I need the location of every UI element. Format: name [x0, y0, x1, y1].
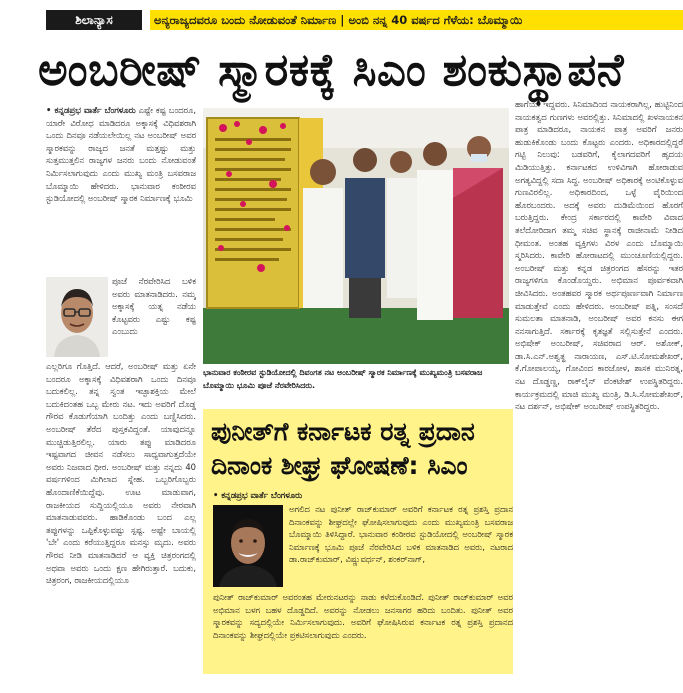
sidebar-story-box: [203, 409, 513, 674]
ambareesh-portrait: [46, 277, 108, 357]
sidebar-text-1: ಅಗಲಿದ ನಟ ಪುನೀತ್ ರಾಜ್‌ಕುಮಾರ್ ಅವರಿಗೆ ಕರ್ನಾಟಕ ರತ್ನ ಪ್ರಶಸ್ತಿ ಪ್ರದಾನ ದಿನಾಂಕವನ್ನು ಶೀಘ್ರದಲ್ಲೇ ಘೋಷಿಸಲಾಗುವುದು ಎಂದು ಮುಖ್ಯಮಂತ್ರಿ ಬಸವರಾಜ ಬೊಮ್ಮಾಯಿ ತಿಳಿಸಿದ್ದಾರೆ. ಭಾನುವಾರ ಕಂಠೀರವ ಸ್ಟುಡಿಯೋದಲ್ಲಿ ಅಂಬರೀಷ್ ಸ್ಮಾರಕ ನಿರ್ಮಾಣಕ್ಕೆ ಭೂಮಿ ಪೂಜೆ ನೆರವೇರಿಸಿದ ಬಳಿಕ ಮಾತನಾಡಿದ ಅವರು, ನಟರಾದ ಡಾ.ರಾಜ್‌ಕುಮಾರ್, ವಿಷ್ಣುವರ್ಧನ್, ಶಂಕರ್‌ನಾಗ್,: [289, 504, 513, 565]
byline: • ಕನ್ನಡಪ್ರಭ ವಾರ್ತೆ ಬೆಂಗಳೂರು: [46, 105, 136, 115]
portrait-image: [46, 277, 108, 357]
main-headline: ಅಂಬರೀಷ್ ಸ್ಮಾರಕಕ್ಕೆ ಸಿಎಂ ಶಂಕುಸ್ಥಾಪನೆ: [38, 43, 625, 96]
sidebar-text-2: ಪುನೀತ್ ರಾಜ್‌ಕುಮಾರ್ ಅವರಂತಹ ಮೇರುನಟರನ್ನು ನಾಡು ಕಳೆದುಕೊಂಡಿದೆ. ಪುನೀತ್ ರಾಜ್‌ಕುಮಾರ್ ಅವರ ಅಭಿಮಾನ ಬಳಗ ಬಹಳ ದೊಡ್ಡದಿದೆ. ಅವರನ್ನು ನೋಡಲು ಜನಸಾಗರ ಹರಿದು ಬಂದಿತು. ಪುನೀತ್ ಅವರ ಸ್ಮಾರಕವನ್ನು ಸದ್ಯದಲ್ಲಿಯೇ ನಿರ್ಮಿಸಲಾಗುವುದು. ಅವರಿಗೆ ಘೋಷಿಸಿರುವ ಕರ್ನಾಟಕ ರತ್ನ ಪ್ರಶಸ್ತಿ ಪ್ರದಾನದ ದಿನಾಂಕವನ್ನು ಶೀಘ್ರದಲ್ಲಿಯೇ ಪ್ರಕಟಿಸಲಾಗುವುದು ಎಂದರು.: [213, 592, 513, 640]
subheadline: ಅನ್ಯರಾಜ್ಯದವರೂ ಬಂದು ನೋಡುವಂತೆ ನಿರ್ಮಾಣ | ಅಂಬಿ ನನ್ನ 40 ವರ್ಷದ ಗೆಳೆಯ: ಬೊಮ್ಮಾಯಿ: [150, 10, 683, 30]
event-photo-image: [203, 108, 509, 364]
section-kicker: ಶಿಲಾನ್ಯಾಸ: [46, 10, 142, 30]
sidebar-byline: [213, 489, 509, 501]
puneeth-portrait: [213, 505, 283, 587]
article-column-3: ಹಾಗೆಯೇ ಇದ್ದವರು. ಸಿನಿಮಾದಿಂದ ನಾಯಕರಾಗಿಲ್ಲ, ಹುಟ್ಟಿನಿಂದ ನಾಯಕತ್ವದ ಗುಣಗಳು ಅವರಲ್ಲಿತ್ತು. ಸಿನಿಮಾದಲ್ಲಿ ಖಳನಾಯಕನ ಪಾತ್ರ ಮಾಡಿದರೂ, ನಾಯಕನ ಪಾತ್ರ ಅವರಿಗೆ ಜನರು ಹುಡುಕಿಕೊಂಡು ಬಂದು ಕೊಟ್ಟರು ಎಂದರು. ಅಧಿಕಾರದಲ್ಲಿದ್ದರೆ ಗಟ್ಟಿ ನಿಲುವು: ಬಡವರಿಗೆ, ಕೈಲಾಗದವರಿಗೆ ಹೃದಯ ಮಿಡಿಯುತ್ತಿತ್ತು. ಕರ್ನಾಟಕದ ಉಳಿವಿಗಾಗಿ ಹೋರಾಡುವ ಅಗತ್ಯವಿದ್ದಲ್ಲಿ ಸದಾ ಸಿದ್ಧ. ಅಂಬರೀಷ್ ಅಧಿಕಾರಕ್ಕೆ ಅಂಟಿಕೊಳ್ಳುವ ಗುಣವಿರಲಿಲ್ಲ. ಅಧಿಕಾರದಿಂದ, ಒಳ್ಳೆ ವೈರಿಯಿಂದ ಹೊರಬಂದರು. ಅದಕ್ಕೆ ಅವರು ದುಡಿಮೆಯಿಂದ ಹೊರಗೆ ಬರುತ್ತಿದ್ದರು. ಕೇಂದ್ರ ಸರ್ಕಾರದಲ್ಲಿ ಕಾವೇರಿ ವಿವಾದ ತಲೆದೋರಿದಾಗ ತಮ್ಮ ಸಚಿವ ಸ್ಥಾನಕ್ಕೆ ರಾಜೀನಾಮೆ ನೀಡಿದ ಧೀಮಂತ. ಅಂತಹ ವ್ಯಕ್ತಿಗಳು ವಿರಳ ಎಂದು ಬೊಮ್ಮಾಯಿ ಸ್ಮರಿಸಿದರು. ಕಾವೇರಿ ಹೋರಾಟದಲ್ಲಿ ಮುಂಚೂಣಿಯಲ್ಲಿದ್ದರು. ಅಂಬರೀಷ್ ಮತ್ತು ಕನ್ನಡ ಚಿತ್ರರಂಗದ ಹೆಸರನ್ನು ಇತರ ರಾಜ್ಯಗಳಿಗೂ ಕೊಂಡೊಯ್ದರು. ಅಭಿಮಾನ ಪೂರ್ವಕವಾಗಿ ಜೀವಿಸಿದರು. ಅಂತಹವರ ಸ್ಮಾರಕ ಅರ್ಥಪೂರ್ಣವಾಗಿ ನಿರ್ಮಾಣ ಮಾಡುತ್ತೇವೆ ಎಂದು ಹೇಳಿದರು. ಅಂಬರೀಷ್ ಪತ್ನಿ, ಸಂಸದೆ ಸುಮಲತಾ ಮಾತನಾಡಿ, ಅಂಬರೀಷ್ ಅವರ ಕನಸು ಈಗ ನನಸಾಗುತ್ತಿದೆ. ಸರ್ಕಾರಕ್ಕೆ ಕೃತಜ್ಞತೆ ಸಲ್ಲಿಸುತ್ತೇನೆ ಎಂದರು. ಅಭಿಷೇಕ್ ಅಂಬರೀಷ್, ಸಚಿವರಾದ ಆರ್. ಅಶೋಕ್, ಡಾ.ಸಿ.ಎನ್.ಅಶ್ವತ್ಥ ನಾರಾಯಣ, ಎಸ್.ಟಿ.ಸೋಮಶೇಖರ್, ಕೆ.ಗೋಪಾಲಯ್ಯ, ಗೋವಿಂದ ಕಾರಜೋಳ, ಶಾಸಕ ಮುನಿರತ್ನ, ನಟ ದೊಡ್ಡಣ್ಣ, ರಾಕ್‌ಲೈನ್ ವೆಂಕಟೇಶ್ ಉಪಸ್ಥಿತರಿದ್ದರು. ಕಾರ್ಯಕ್ರಮದಲ್ಲಿ ಮಾಜಿ ಮುಖ್ಯ ಮಂತ್ರಿ, ಡಿ.ಸಿ.ಸೋಮಶೇಖರ್, ನಟ ದರ್ಶನ್, ಅಭಿಷೇಕ್ ಅಂಬರೀಷ್ ಉಪಸ್ಥಿತರಿದ್ದರು.: [515, 99, 683, 412]
top-bar: [0, 0, 683, 30]
article-column-1: [46, 104, 196, 274]
article-column-1-continued: ಎಲ್ಲರಿಗೂ ಗೊತ್ತಿದೆ. ಆದರೆ, ಅಂಬರೀಷ್ ಮತ್ತು ಏನೇ ಬಂದರೂ ಅಕ್ಕಾಸಕ್ಕೆ ವಿಧಿವಶರಾಗಿ ಒಂದು ದಿನವೂ ಬದುಕಲಿಲ್ಲ. ತನ್ನ ಸ್ವಂತ ಇಚ್ಛಾಶಕ್ತಿಯ ಮೇಲೆ ಬದುಕಿದಂತಹ ಒಬ್ಬ ಮೇರು ನಟ. ಇದು ಅವರಿಗೆ ದೊಡ್ಡ ಗೌರವ ಕೊಡುಗೆಯಾಗಿ ಬಂದಿತ್ತು ಎಂದು ಬಣ್ಣಿಸಿದರು. ಅಂಬರೀಷ್ ತೆರೆದ ಪುಸ್ತಕವಿದ್ದಂತೆ. ಯಾವುದನ್ನೂ ಮುಚ್ಚಿಡುತ್ತಿರಲಿಲ್ಲ. ಯಾರು ತಪ್ಪು ಮಾಡಿದರೂ ಇಷ್ಟವಾಗದ ಜೀವನ ನಡೆಸಲು ಸಾಧ್ಯವಾಗುತ್ತದೆಯೇ ಅವರು ನಿಜವಾದ ಧೀರ. ಅಂಬರೀಷ್ ಮತ್ತು ನನ್ನದು 40 ವರ್ಷಗಳಿಂದ ಮಿಗಿಲಾದ ಸ್ನೇಹ. ಒಬ್ಬರಿಗೊಬ್ಬರು ಹೊಂದಾಣಿಕೆಯಿದ್ದೆವು. ಊಟ ಮಾಡುವಾಗ, ರಾಜಕೀಯದ ಸುದ್ದಿಯಲ್ಲಿಯೂ ಅವರು ನೇರವಾಗಿ ಮಾತನಾಡುವವರು. ಹಾಡಿಕೊಂಡು ಬಂದ ಎಲ್ಲ ತಪ್ಪುಗಳನ್ನು ಒಪ್ಪಿಕೊಳ್ಳುವಷ್ಟು ಸ್ಪಷ್ಟ. ಅಷ್ಟೇ ಬಾಯಲ್ಲಿ 'ಬೇ' ಎಂದು ಕರೆಯುತ್ತಿದ್ದರೂ ಮನಸ್ಸು ಮೃದು. ಅವರು ಗೌರವ ನೀಡಿ ಮಾತನಾಡಿದರೆ ಆ ವ್ಯಕ್ತಿ ಚಿತ್ರರಂಗದಲ್ಲಿ ಅಥವಾ ಅವರು ಒಂದು ಕ್ಷಣ ಹೇಗಿರುತ್ತಾರೆ. ಬದುಕು, ಚಿತ್ರರಂಗ, ರಾಜಕೀಯದಲ್ಲಿಯೂ: [46, 361, 196, 586]
puneeth-image: [213, 505, 283, 587]
sidebar-headline-line-1: ಪುನೀತ್‌ಗೆ ಕರ್ನಾಟಕ ರತ್ನ ಪ್ರದಾನ: [211, 417, 475, 446]
sidebar-byline-text: • ಕನ್ನಡಪ್ರಭ ವಾರ್ತೆ ಬೆಂಗಳೂರು: [213, 490, 303, 500]
photo-caption: ಭಾನುವಾರ ಕಂಠೀರವ ಸ್ಟುಡಿಯೋದಲ್ಲಿ ದಿವಂಗತ ನಟ ಅಂಬರೀಷ್ ಸ್ಮಾರಕ ನಿರ್ಮಾಣಕ್ಕೆ ಮುಖ್ಯಮಂತ್ರಿ ಬಸವರಾಜ ಬೊಮ್ಮಾಯಿ ಭೂಮಿ ಪೂಜೆ ನೆರವೇರಿಸಿದರು.: [203, 368, 483, 390]
article-column-1-wrap: ಪೂಜೆ ನೆರವೇರಿಸಿದ ಬಳಿಕ ಅವರು ಮಾತನಾಡಿದರು. ನಮ್ಮ ಅಕ್ಕಾಸಕ್ಕೆ ಯತ್ನ ನಡೆಯ ಕೊಟ್ಟವರು ಎಷ್ಟು ಕಷ್ಟ ಎಂಬುದು: [112, 276, 196, 337]
event-photo: [203, 108, 509, 364]
sidebar-headline-line-2: ದಿನಾಂಕ ಶೀಘ್ರ ಘೋಷಣೆ: ಸಿಎಂ: [211, 451, 468, 480]
article-text-1: ಎಷ್ಟೇ ಕಷ್ಟ ಬಂದರೂ, ಯಾರೇ ವಿರೋಧ ಮಾಡಿದರೂ ಅಕ್ಕಾಸಕ್ಕೆ ವಿಧಿವಶರಾಗಿ ಒಂದು ದಿನವೂ ನಡೆಯಲೇಯಿಲ್ಲ ನಟ ಅಂಬರೀಷ್ ಅವರ ಸ್ಮಾರಕವನ್ನು ರಾಜ್ಯದ ಜನತೆ ಮತ್ತಷ್ಟು ಮತ್ತು ಸುತ್ತಮುತ್ತಲಿನ ರಾಜ್ಯಗಳ ಜನರು ಬಂದು ನೋಡುವಂತೆ ನಿರ್ಮಿಸಲಾಗುವುದು ಎಂದು ಮುಖ್ಯ ಮಂತ್ರಿ ಬಸವರಾಜ ಬೊಮ್ಮಾಯಿ ಹೇಳಿದರು. ಭಾನುವಾರ ಕಂಠೀರವ ಸ್ಟುಡಿಯೋದಲ್ಲಿ ಅಂಬರೀಷ್ ಸ್ಮಾರಕ ನಿರ್ಮಾಣಕ್ಕೆ ಭೂಮಿ: [46, 105, 196, 204]
